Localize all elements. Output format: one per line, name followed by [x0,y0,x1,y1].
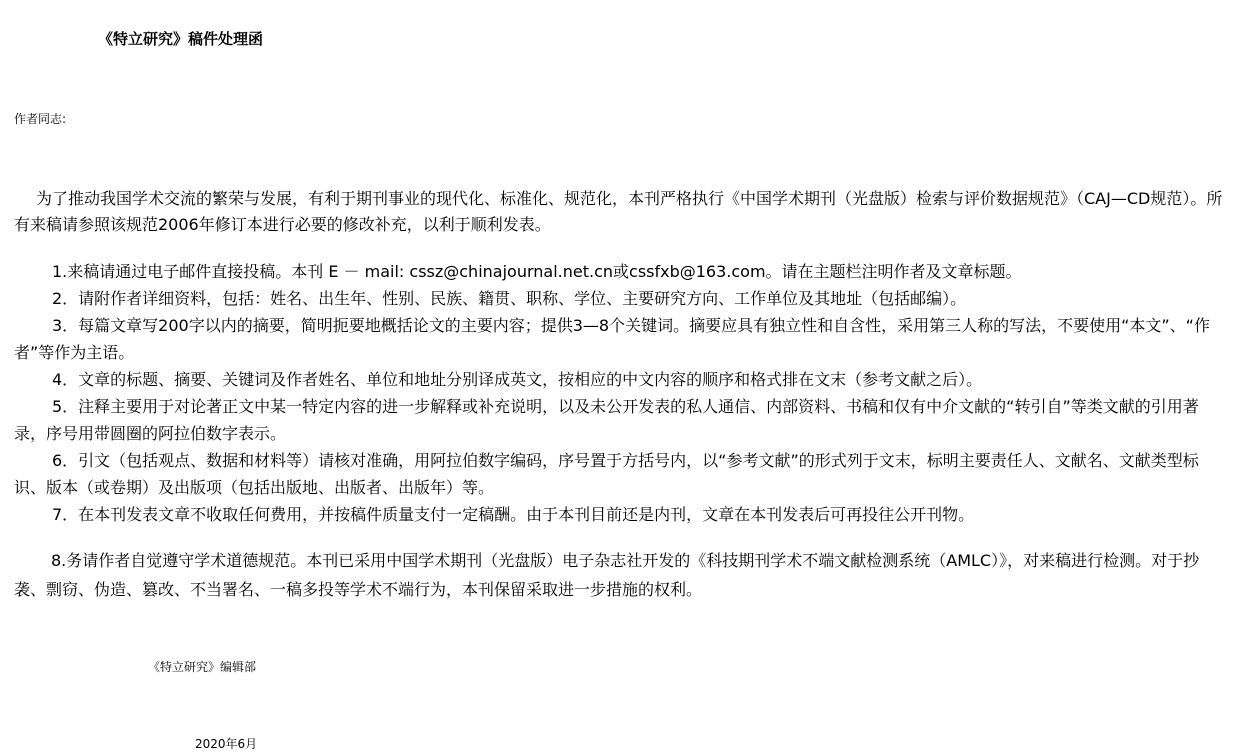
guideline-item-6: 6．引文（包括观点、数据和材料等）请核对准确，用阿拉伯数字编码，序号置于方括号内，以“参考文献”的形式列于文末，标明主要责任人、文献名、文献类型标识、版本（或卷期）及出版项（包括出版地、出版者、出版年）等。 [14,451,1199,497]
intro-paragraph: 为了推动我国学术交流的繁荣与发展，有利于期刊事业的现代化、标准化、规范化，本刊严格执行《中国学术期刊（光盘版）检索与评价数据规范》（CAJ—CD规范）。所有来稿请参照该规范2006年修订本进行必要的修改补充，以利于顺利发表。 [14,189,1223,234]
letter-date: 2020年6月 [195,737,258,751]
guideline-item-3: 3．每篇文章写200字以内的摘要，简明扼要地概括论文的主要内容；提供3—8个关键词。摘要应具有独立性和自含性，采用第三人称的写法，不要使用“本文”、“作者”等作为主语。 [14,316,1210,362]
guideline-item-2: 2．请附作者详细资料，包括：姓名、出生年、性别、民族、籍贯、职称、学位、主要研究方向、工作单位及其地址（包括邮编）。 [52,289,967,308]
guideline-item-5: 5．注释主要用于对论著正文中某一特定内容的进一步解释或补充说明，以及未公开发表的私人通信、内部资料、书稿和仅有中介文献的“转引自”等类文献的引用著录，序号用带圆圈的阿拉伯数字表示。 [14,397,1199,443]
guideline-item-4: 4．文章的标题、摘要、关键词及作者姓名、单位和地址分别译成英文，按相应的中文内容的顺序和格式排在文末（参考文献之后）。 [52,370,983,389]
guidelines-list [14,258,1224,528]
letter-title: 《特立研究》稿件处理函 [98,30,264,48]
guideline-item-8: 8.务请作者自觉遵守学术道德规范。本刊已采用中国学术期刊（光盘版）电子杂志社开发的《科技期刊学术不端文献检测系统（AMLC）》，对来稿进行检测。对于抄袭、剽窃、伪造、篡改、不当署名、一稿多投等学术不端行为，本刊保留采取进一步措施的权利。 [14,551,1200,599]
guideline-item-7: 7．在本刊发表文章不收取任何费用，并按稿件质量支付一定稿酬。由于本刊目前还是内刊，文章在本刊发表后可再投往公开刊物。 [52,505,975,524]
signature: 《特立研究》编辑部 [148,660,257,674]
guideline-item-1: 1.来稿请通过电子邮件直接投稿。本刊 E － mail: cssz@chinajournal.net.cn或cssfxb@163.com。请在主题栏注明作者及文章标题。 [52,262,1022,281]
greeting: 作者同志: [14,112,67,126]
